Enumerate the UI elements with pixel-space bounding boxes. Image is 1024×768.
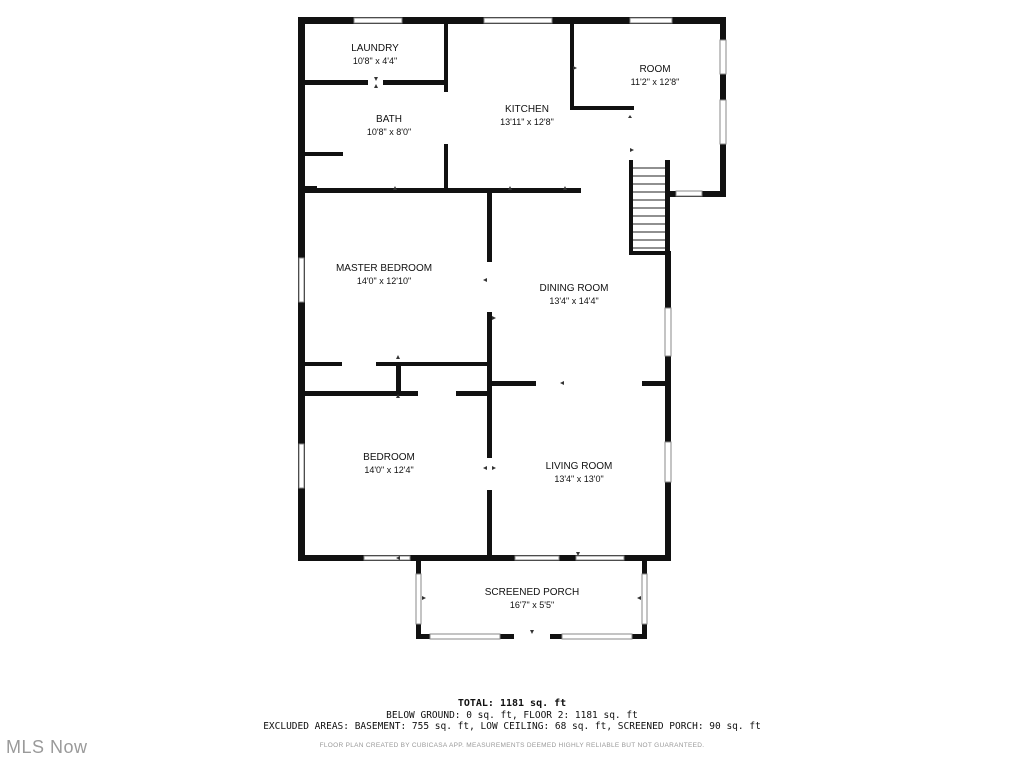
door-markers bbox=[374, 66, 641, 634]
room-dimensions: 16'7" x 5'5" bbox=[509, 600, 555, 610]
room-dimensions: 14'0" x 12'4" bbox=[364, 465, 414, 475]
room-name: BEDROOM bbox=[363, 452, 415, 463]
floor-areas: BELOW GROUND: 0 sq. ft, FLOOR 2: 1181 sq. ft bbox=[386, 710, 638, 721]
room-label-dining-room bbox=[540, 283, 609, 307]
staircase bbox=[633, 168, 665, 248]
room-name: ROOM bbox=[639, 64, 671, 75]
room-dimensions: 13'4" x 13'0" bbox=[554, 474, 604, 484]
room-dimensions: 11'2" x 12'8" bbox=[630, 77, 680, 87]
room-dimensions: 10'8" x 4'4" bbox=[352, 56, 398, 66]
room-label-laundry bbox=[351, 43, 399, 67]
room-label-bath bbox=[367, 114, 411, 138]
room-label-screened-porch bbox=[485, 587, 579, 611]
room-name: DINING ROOM bbox=[539, 283, 609, 294]
room-label-living-room bbox=[546, 461, 613, 485]
room-dimensions: 13'4" x 14'4" bbox=[549, 296, 599, 306]
windows bbox=[299, 18, 726, 560]
mls-now-watermark: MLS Now bbox=[6, 737, 88, 757]
excluded-areas: EXCLUDED AREAS: BASEMENT: 755 sq. ft, LOW CEILING: 68 sq. ft, SCREENED PORCH: 90 sq. ft bbox=[263, 721, 761, 732]
disclaimer: FLOOR PLAN CREATED BY CUBICASA APP. MEASUREMENTS DEEMED HIGHLY RELIABLE BUT NOT GUARANTEED. bbox=[319, 742, 705, 749]
room-name: LIVING ROOM bbox=[545, 461, 613, 472]
exterior-walls bbox=[298, 17, 726, 561]
room-label-room bbox=[631, 64, 680, 88]
room-label-master-bedroom bbox=[336, 263, 432, 287]
room-label-bedroom bbox=[363, 452, 415, 476]
room-name: KITCHEN bbox=[505, 104, 549, 115]
room-name: SCREENED PORCH bbox=[484, 587, 580, 598]
room-dimensions: 13'11" x 12'8" bbox=[500, 117, 554, 127]
room-dimensions: 10'8" x 8'0" bbox=[366, 127, 412, 137]
total-area: TOTAL: 1181 sq. ft bbox=[457, 698, 567, 709]
room-name: MASTER BEDROOM bbox=[335, 263, 433, 274]
room-name: BATH bbox=[376, 114, 402, 125]
room-label-kitchen bbox=[500, 104, 554, 128]
room-name: LAUNDRY bbox=[351, 43, 399, 54]
room-dimensions: 14'0" x 12'10" bbox=[356, 276, 412, 286]
